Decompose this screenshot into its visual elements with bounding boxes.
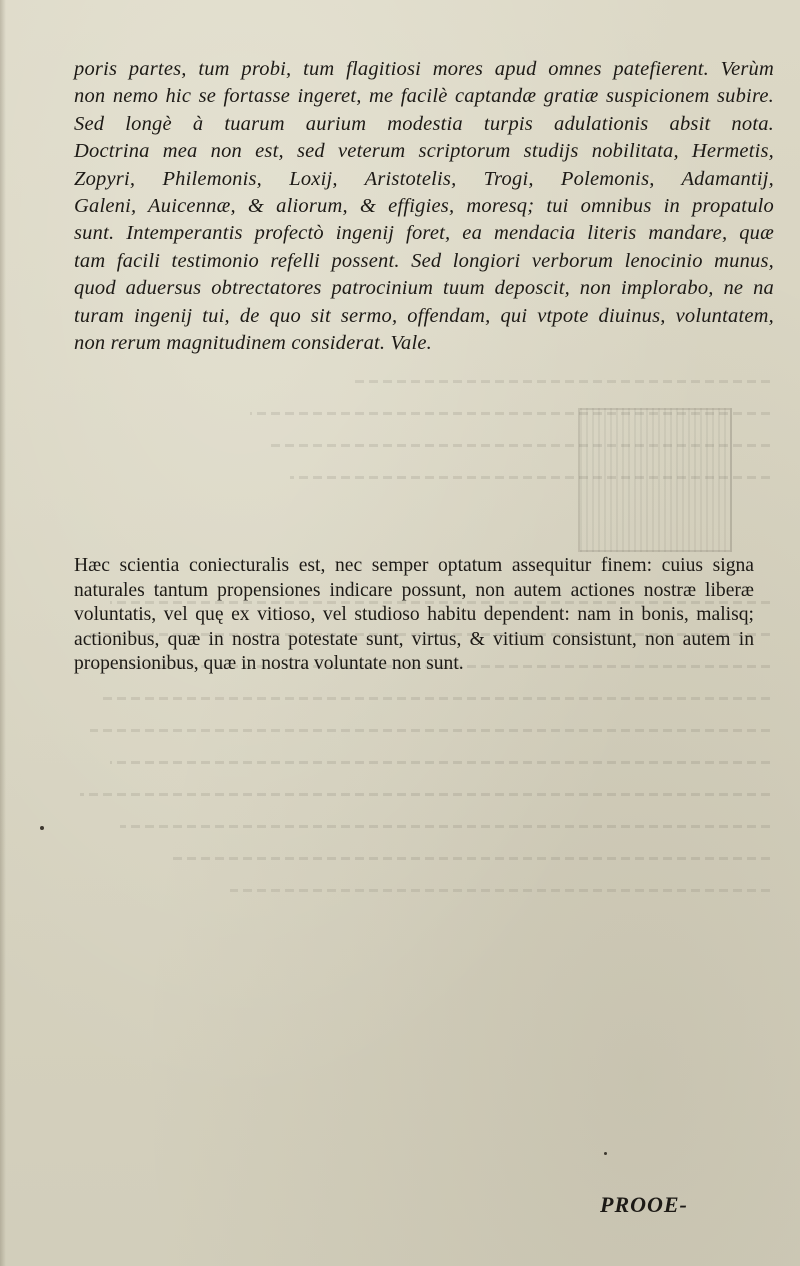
text-line: tam facili testimonio refelli possent. Sed longiori verborum lenocinio munus, — [74, 249, 774, 272]
text-line: Galeni, Auicennæ, & aliorum, & effigies, moresq; tui omnibus in propatulo — [74, 195, 774, 218]
text-line: turam ingenij tui, de quo sit sermo, offendam, qui vtpote diuinus, voluntatem, — [74, 304, 774, 327]
text-line: Sed longè à tuarum aurium modestia turpis adulationis absit nota. — [74, 112, 774, 135]
body-paragraph — [74, 554, 754, 677]
text-line: Doctrina mea non est, sed veterum scriptorum studijs nobilitata, Hermetis, — [74, 140, 774, 163]
page-edge-shadow — [0, 0, 6, 1266]
dedication-paragraph — [74, 56, 774, 357]
ink-speck — [40, 826, 44, 830]
text-line: non nemo hic se fortasse ingeret, me facilè captandæ gratiæ suspicionem subire. — [74, 85, 774, 108]
text-line: voluntatis, vel quę ex vitioso, vel studioso habitu dependent: nam in bonis, malisq; — [74, 604, 754, 626]
text-line: propensionibus, quæ in nostra voluntate non sunt. — [74, 653, 464, 675]
text-line: Zopyri, Philemonis, Loxij, Aristotelis, Trogi, Polemonis, Adamantij, — [74, 167, 774, 190]
text-line: quod aduersus obtrectatores patrocinium tuum deposcit, non implorabo, ne na — [74, 277, 774, 300]
text-line: actionibus, quæ in nostra potestate sunt, virtus, & vitium consistunt, non autem in — [74, 628, 754, 650]
text-line: naturales tantum propensiones indicare possunt, non autem actiones nostræ liberæ — [74, 579, 754, 601]
bleed-through-ornament — [578, 408, 732, 552]
catchword: PROOE- — [600, 1192, 688, 1217]
text-line: poris partes, tum probi, tum flagitiosi mores apud omnes patefierent. Verùm — [74, 58, 774, 80]
ink-speck — [604, 1152, 607, 1155]
text-line: sunt. Intemperantis profectò ingenij foret, ea mendacia literis mandare, quæ — [74, 222, 774, 245]
text-line: Hæc scientia coniecturalis est, nec semper optatum assequitur finem: cuius signa — [74, 555, 754, 576]
text-line: non rerum magnitudinem considerat. Vale. — [74, 332, 432, 355]
